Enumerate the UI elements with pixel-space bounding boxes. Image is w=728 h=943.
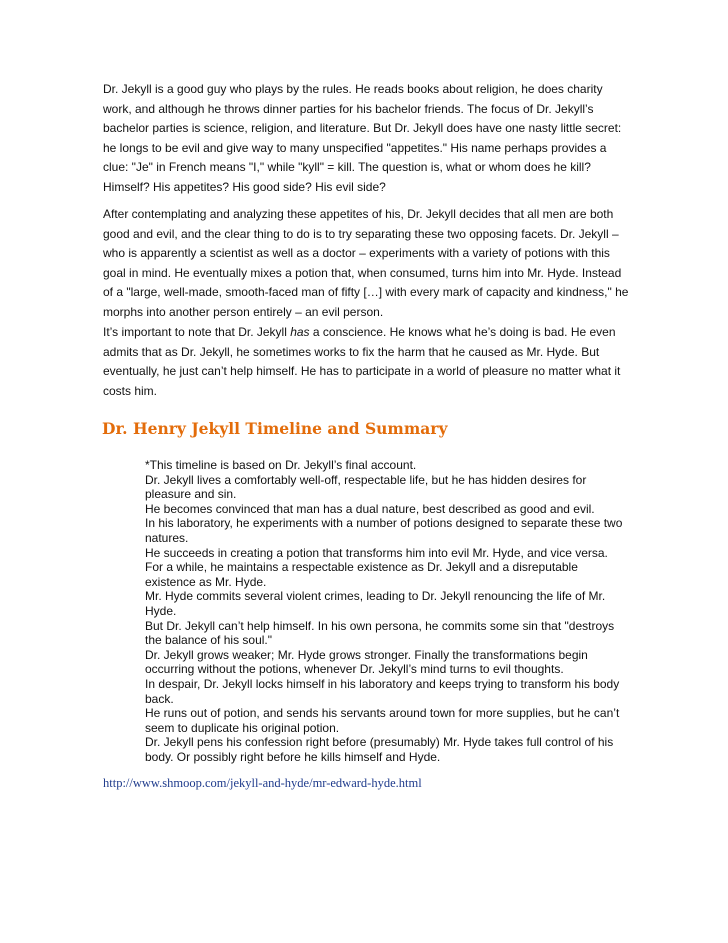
source-url[interactable]: http://www.shmoop.com/jekyll-and-hyde/mr-edward-hyde.html [103, 776, 422, 790]
intro-paragraph: Dr. Jekyll is a good guy who plays by the rules. He reads books about religion, he does charity work, and although he throws dinner parties for his bachelor friends. The focus of Dr. Jekyll’s bachelor parties is science, religion, and literature. But Dr. Jekyll does have one nasty little secret: he longs to be evil and give way to many unspecified "appetites." His name perhaps provides a clue: "Je" in French means "I," while "kyll" = kill. The question is, what or whom does he kill? Himself? His appetites? His good side? His evil side? [103, 82, 622, 194]
timeline-item: *This timeline is based on Dr. Jekyll’s final account. [145, 458, 417, 472]
timeline-item: Dr. Jekyll lives a comfortably well-off, respectable life, but he has hidden desires for pleasure and sin. [145, 472, 587, 502]
timeline-item: In despair, Dr. Jekyll locks himself in his laboratory and keeps trying to transform his body back. [145, 676, 620, 706]
conscience-paragraph-emphasis: has [290, 325, 310, 339]
conscience-paragraph-end: a conscience. He knows what he’s doing is bad. He even admits that as Dr. Jekyll, he sometimes works to fix the harm that he caused as Mr. Hyde. But eventually, he just can’t help himself. He has to participate in a world of pleasure no matter what it costs him. [103, 325, 621, 398]
analysis-paragraph: After contemplating and analyzing these appetites of his, Dr. Jekyll decides that all men are both good and evil, and the clear thing to do is to try separating these two opposing facets. Dr. Jekyll – who is apparently a scientist as well as a doctor – experiments with a variety of potions with this goal in mind. He eventually mixes a potion that, when consumed, turns him into Mr. Hyde. Instead of a "large, well-made, smooth-faced man of fifty […] with every mark of capacity and kindness," he morphs into another person entirely – an evil person. [103, 207, 629, 319]
timeline-item: He succeeds in creating a potion that transforms him into evil Mr. Hyde, and vice versa. [145, 545, 608, 560]
timeline-item: He becomes convinced that man has a dual nature, best described as good and evil. [145, 501, 595, 516]
timeline-item: Dr. Jekyll grows weaker; Mr. Hyde grows stronger. Finally the transformations begin occurring without the potions, whenever Dr. Jekyll’s mind turns to evil thoughts. [145, 647, 588, 677]
timeline-item: But Dr. Jekyll can’t help himself. In his own persona, he commits some sin that "destroys the balance of his soul." [145, 618, 615, 648]
timeline-item: Mr. Hyde commits several violent crimes, leading to Dr. Jekyll renouncing the life of Mr. Hyde. [145, 589, 606, 618]
timeline-item: For a while, he maintains a respectable existence as Dr. Jekyll and a disreputable existence as Mr. Hyde. [145, 560, 578, 589]
timeline-item: Dr. Jekyll pens his confession right before (presumably) Mr. Hyde takes full control of his body. Or possibly right before he kills himself and Hyde. [145, 735, 614, 764]
section-heading: Dr. Henry Jekyll Timeline and Summary [102, 419, 448, 438]
conscience-paragraph-start: It’s important to note that Dr. Jekyll [103, 325, 291, 339]
timeline-list [145, 458, 631, 764]
conscience-paragraph [103, 323, 629, 401]
timeline-item: In his laboratory, he experiments with a number of potions designed to separate these two natures. [145, 516, 623, 545]
timeline-item: He runs out of potion, and sends his servants around town for more supplies, but he can’t seem to duplicate his original potion. [145, 706, 620, 735]
